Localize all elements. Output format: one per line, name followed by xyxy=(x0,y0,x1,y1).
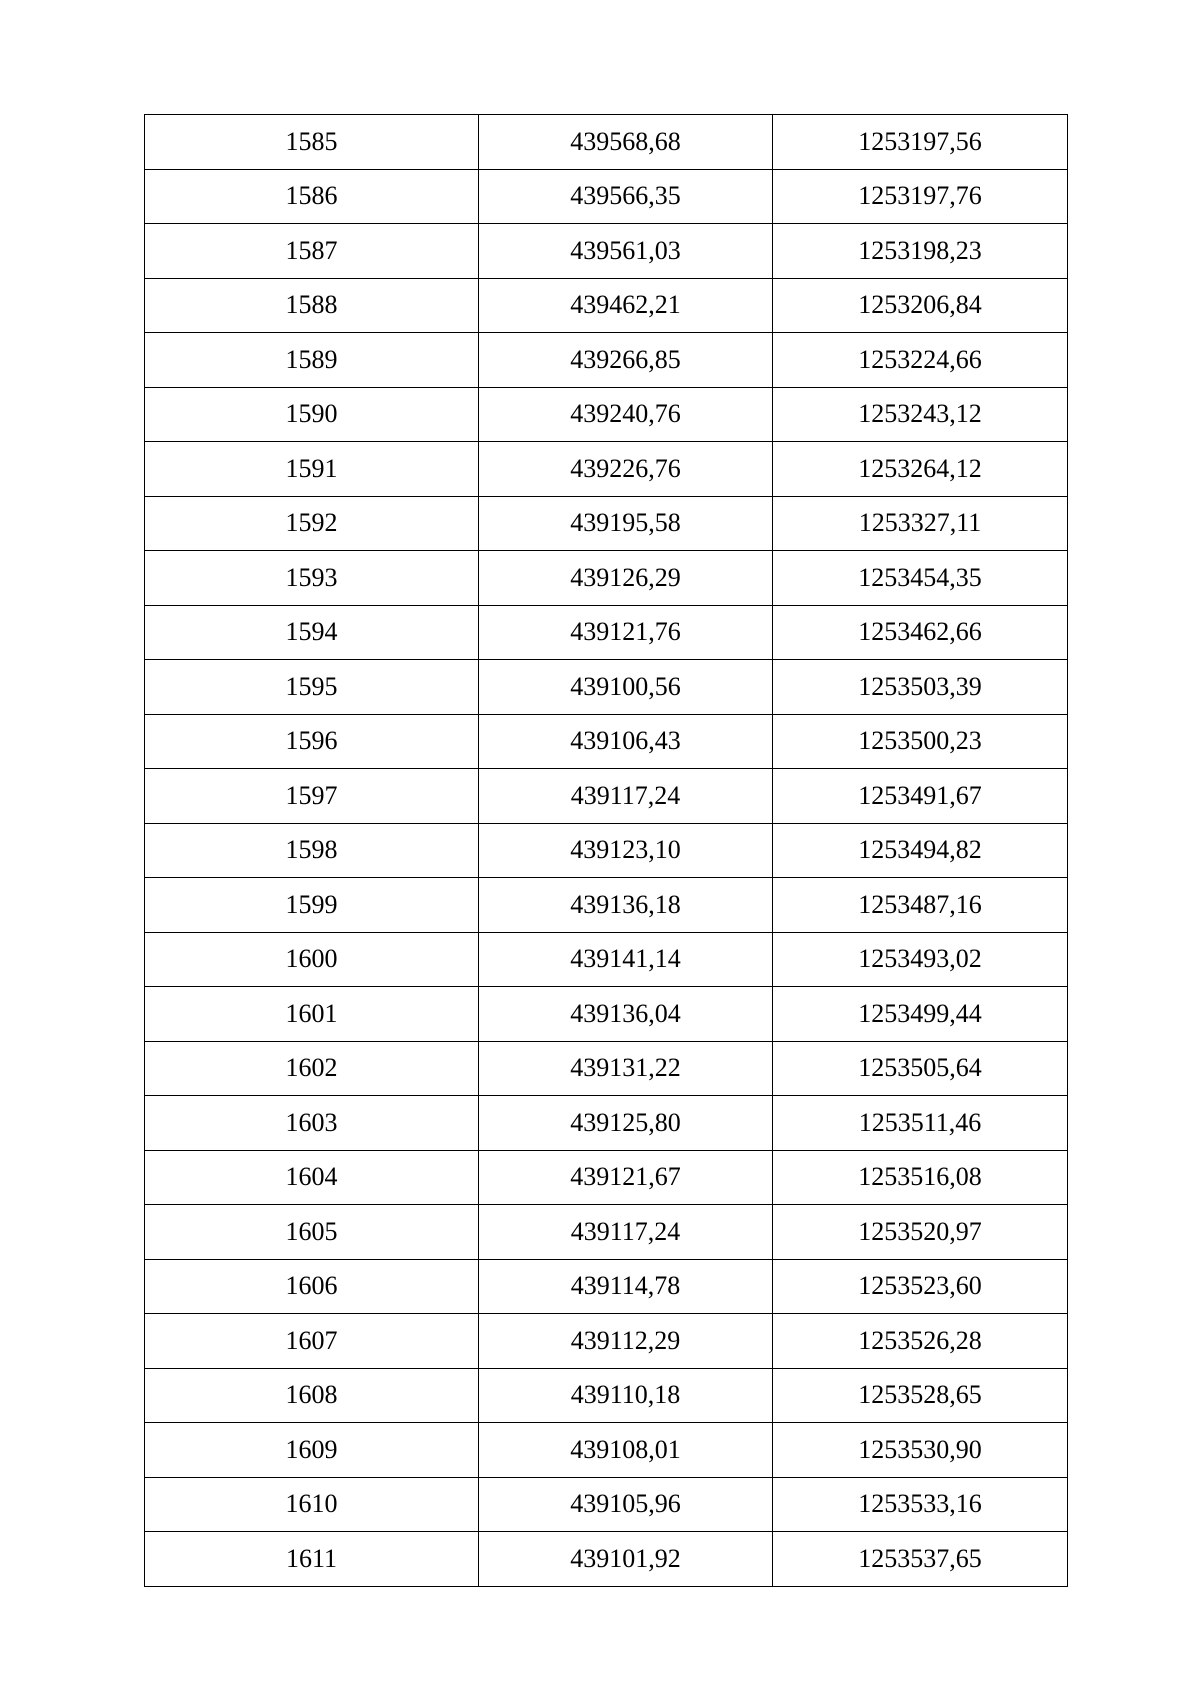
y-coordinate-cell: 1253503,39 xyxy=(773,660,1068,715)
x-coordinate-cell: 439240,76 xyxy=(479,387,773,442)
y-coordinate-cell: 1253533,16 xyxy=(773,1477,1068,1532)
table-row xyxy=(145,769,1068,824)
y-coordinate-cell: 1253528,65 xyxy=(773,1368,1068,1423)
y-coordinate-cell: 1253494,82 xyxy=(773,823,1068,878)
y-coordinate-cell: 1253197,56 xyxy=(773,115,1068,170)
point-number-cell: 1595 xyxy=(145,660,479,715)
x-coordinate-cell: 439101,92 xyxy=(479,1532,773,1587)
y-coordinate-cell: 1253537,65 xyxy=(773,1532,1068,1587)
y-coordinate-cell: 1253516,08 xyxy=(773,1150,1068,1205)
y-coordinate-cell: 1253500,23 xyxy=(773,714,1068,769)
table-row xyxy=(145,169,1068,224)
coordinates-table-body xyxy=(145,115,1068,1587)
x-coordinate-cell: 439131,22 xyxy=(479,1041,773,1096)
x-coordinate-cell: 439100,56 xyxy=(479,660,773,715)
table-row xyxy=(145,823,1068,878)
x-coordinate-cell: 439117,24 xyxy=(479,1205,773,1260)
y-coordinate-cell: 1253493,02 xyxy=(773,932,1068,987)
point-number-cell: 1597 xyxy=(145,769,479,824)
point-number-cell: 1611 xyxy=(145,1532,479,1587)
table-row xyxy=(145,714,1068,769)
point-number-cell: 1600 xyxy=(145,932,479,987)
table-row xyxy=(145,1041,1068,1096)
point-number-cell: 1605 xyxy=(145,1205,479,1260)
table-row xyxy=(145,1205,1068,1260)
point-number-cell: 1593 xyxy=(145,551,479,606)
y-coordinate-cell: 1253243,12 xyxy=(773,387,1068,442)
x-coordinate-cell: 439121,76 xyxy=(479,605,773,660)
point-number-cell: 1602 xyxy=(145,1041,479,1096)
x-coordinate-cell: 439462,21 xyxy=(479,278,773,333)
y-coordinate-cell: 1253499,44 xyxy=(773,987,1068,1042)
x-coordinate-cell: 439105,96 xyxy=(479,1477,773,1532)
y-coordinate-cell: 1253327,11 xyxy=(773,496,1068,551)
table-row xyxy=(145,1423,1068,1478)
point-number-cell: 1585 xyxy=(145,115,479,170)
y-coordinate-cell: 1253224,66 xyxy=(773,333,1068,388)
point-number-cell: 1607 xyxy=(145,1314,479,1369)
x-coordinate-cell: 439561,03 xyxy=(479,224,773,279)
x-coordinate-cell: 439110,18 xyxy=(479,1368,773,1423)
point-number-cell: 1588 xyxy=(145,278,479,333)
table-row xyxy=(145,496,1068,551)
point-number-cell: 1599 xyxy=(145,878,479,933)
point-number-cell: 1604 xyxy=(145,1150,479,1205)
table-row xyxy=(145,1368,1068,1423)
x-coordinate-cell: 439141,14 xyxy=(479,932,773,987)
x-coordinate-cell: 439114,78 xyxy=(479,1259,773,1314)
table-row xyxy=(145,1477,1068,1532)
point-number-cell: 1603 xyxy=(145,1096,479,1151)
y-coordinate-cell: 1253206,84 xyxy=(773,278,1068,333)
y-coordinate-cell: 1253523,60 xyxy=(773,1259,1068,1314)
coordinates-table xyxy=(144,114,1068,1587)
y-coordinate-cell: 1253454,35 xyxy=(773,551,1068,606)
y-coordinate-cell: 1253198,23 xyxy=(773,224,1068,279)
y-coordinate-cell: 1253264,12 xyxy=(773,442,1068,497)
x-coordinate-cell: 439566,35 xyxy=(479,169,773,224)
y-coordinate-cell: 1253197,76 xyxy=(773,169,1068,224)
point-number-cell: 1596 xyxy=(145,714,479,769)
table-row xyxy=(145,442,1068,497)
x-coordinate-cell: 439125,80 xyxy=(479,1096,773,1151)
x-coordinate-cell: 439112,29 xyxy=(479,1314,773,1369)
point-number-cell: 1592 xyxy=(145,496,479,551)
x-coordinate-cell: 439106,43 xyxy=(479,714,773,769)
table-row xyxy=(145,387,1068,442)
table-row xyxy=(145,333,1068,388)
x-coordinate-cell: 439108,01 xyxy=(479,1423,773,1478)
y-coordinate-cell: 1253520,97 xyxy=(773,1205,1068,1260)
point-number-cell: 1587 xyxy=(145,224,479,279)
table-row xyxy=(145,1150,1068,1205)
y-coordinate-cell: 1253462,66 xyxy=(773,605,1068,660)
y-coordinate-cell: 1253505,64 xyxy=(773,1041,1068,1096)
table-row xyxy=(145,660,1068,715)
y-coordinate-cell: 1253487,16 xyxy=(773,878,1068,933)
x-coordinate-cell: 439195,58 xyxy=(479,496,773,551)
table-row xyxy=(145,932,1068,987)
table-row xyxy=(145,278,1068,333)
table-row xyxy=(145,605,1068,660)
y-coordinate-cell: 1253530,90 xyxy=(773,1423,1068,1478)
table-row xyxy=(145,1096,1068,1151)
point-number-cell: 1609 xyxy=(145,1423,479,1478)
point-number-cell: 1594 xyxy=(145,605,479,660)
table-row xyxy=(145,551,1068,606)
point-number-cell: 1586 xyxy=(145,169,479,224)
table-row xyxy=(145,224,1068,279)
point-number-cell: 1608 xyxy=(145,1368,479,1423)
y-coordinate-cell: 1253526,28 xyxy=(773,1314,1068,1369)
point-number-cell: 1591 xyxy=(145,442,479,497)
table-row xyxy=(145,1532,1068,1587)
y-coordinate-cell: 1253491,67 xyxy=(773,769,1068,824)
x-coordinate-cell: 439136,18 xyxy=(479,878,773,933)
point-number-cell: 1590 xyxy=(145,387,479,442)
table-row xyxy=(145,878,1068,933)
table-row xyxy=(145,1259,1068,1314)
table-row xyxy=(145,115,1068,170)
point-number-cell: 1601 xyxy=(145,987,479,1042)
x-coordinate-cell: 439117,24 xyxy=(479,769,773,824)
table-row xyxy=(145,987,1068,1042)
x-coordinate-cell: 439226,76 xyxy=(479,442,773,497)
x-coordinate-cell: 439136,04 xyxy=(479,987,773,1042)
point-number-cell: 1598 xyxy=(145,823,479,878)
x-coordinate-cell: 439126,29 xyxy=(479,551,773,606)
x-coordinate-cell: 439121,67 xyxy=(479,1150,773,1205)
point-number-cell: 1610 xyxy=(145,1477,479,1532)
x-coordinate-cell: 439266,85 xyxy=(479,333,773,388)
x-coordinate-cell: 439123,10 xyxy=(479,823,773,878)
point-number-cell: 1606 xyxy=(145,1259,479,1314)
x-coordinate-cell: 439568,68 xyxy=(479,115,773,170)
y-coordinate-cell: 1253511,46 xyxy=(773,1096,1068,1151)
table-row xyxy=(145,1314,1068,1369)
point-number-cell: 1589 xyxy=(145,333,479,388)
